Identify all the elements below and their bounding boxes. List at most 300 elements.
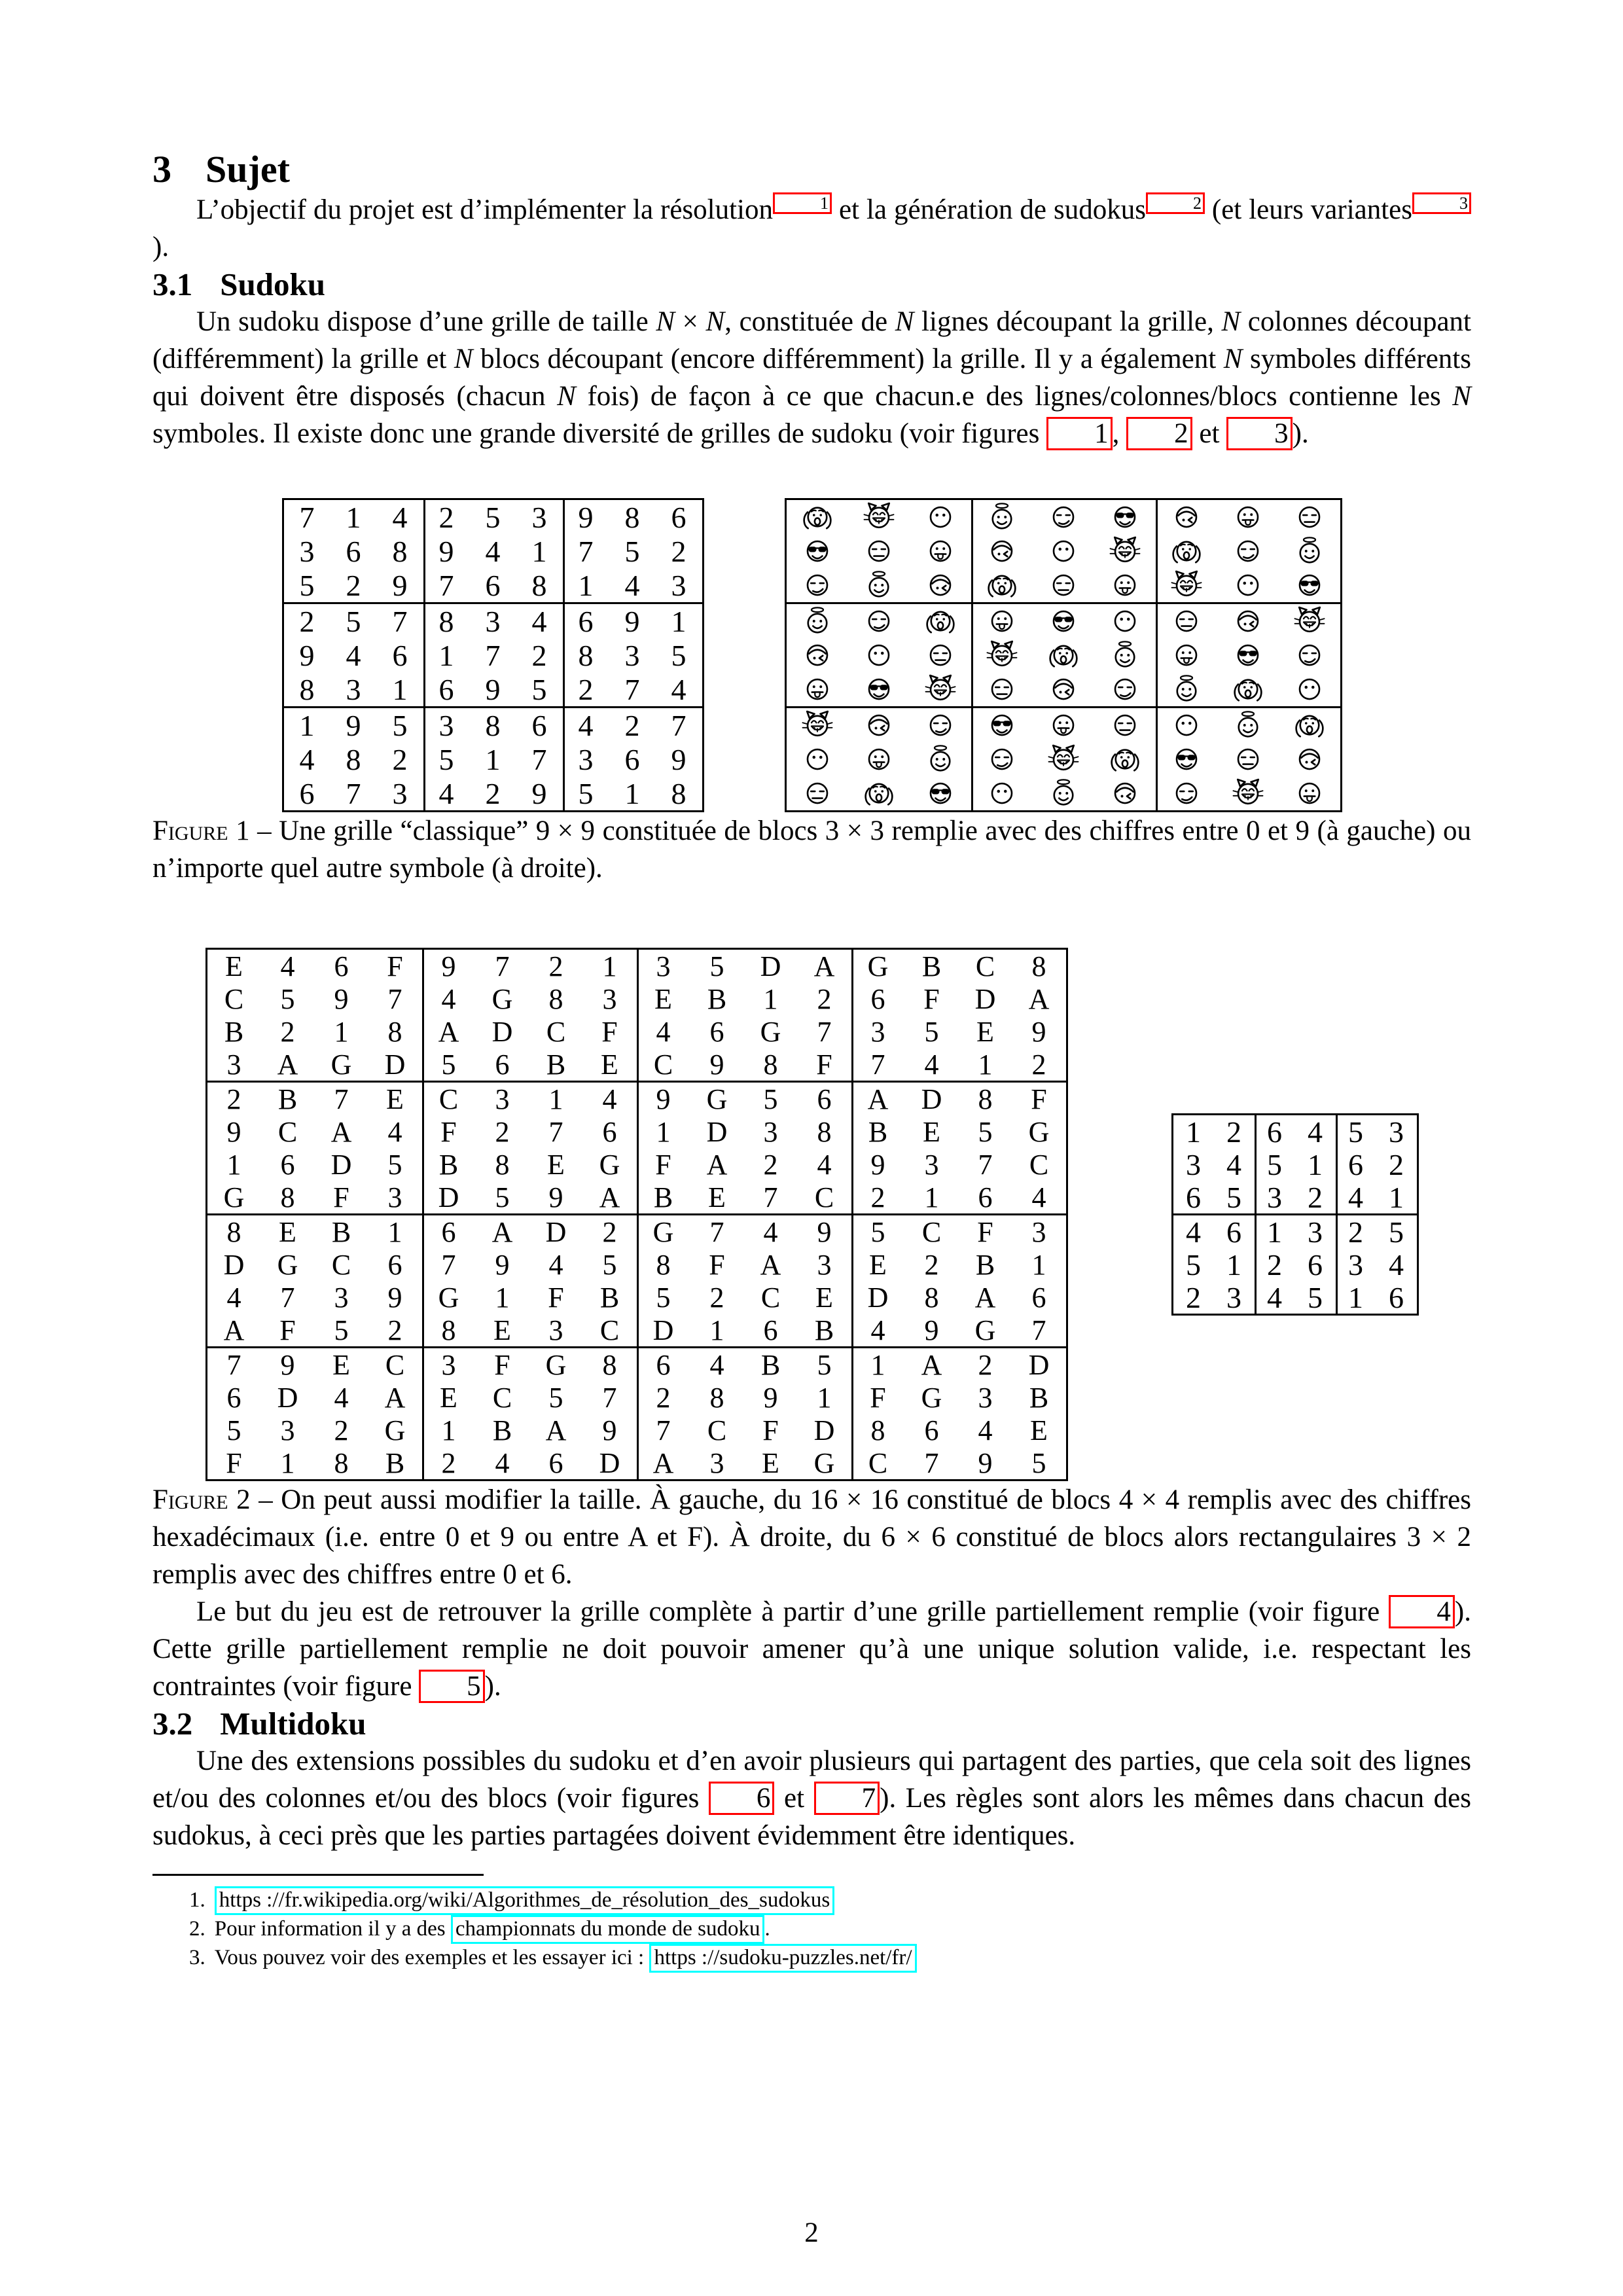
sudoku-cell: G <box>583 1148 639 1181</box>
sudoku-cell: 6 <box>470 568 516 604</box>
sudoku-cell: 7 <box>299 500 315 534</box>
sudoku-cell: 3 <box>207 1048 261 1083</box>
math-variable: N <box>1223 344 1243 374</box>
url-link[interactable]: championnats du monde de sudoku <box>451 1915 765 1944</box>
sudoku-cell: G <box>491 982 513 1015</box>
sudoku-cell: 7 <box>377 604 425 638</box>
sudoku-cell: 8 <box>656 1248 671 1281</box>
sudoku-cell: 5 <box>377 708 425 742</box>
sudoku-cell: 3 <box>924 1148 939 1181</box>
figure-ref-link[interactable]: 4 <box>1389 1595 1455 1628</box>
sudoku-cell: 9 <box>226 1115 241 1148</box>
halo-face-icon <box>1232 709 1264 741</box>
sudoku-cell: 1 <box>656 1115 671 1148</box>
sudoku-cell <box>910 776 973 810</box>
smirk-face-icon <box>1109 673 1141 705</box>
sudoku-cell: 2 <box>671 534 687 568</box>
sudoku-cell: B <box>760 1348 781 1381</box>
sudoku-cell <box>1033 568 1094 604</box>
sudoku-cell: 9 <box>377 568 425 604</box>
sudoku-cell: 8 <box>368 1015 424 1048</box>
footnote-text: Vous pouvez voir des exemples et les essayer ici : https ://sudoku-puzzles.net/fr/ <box>215 1946 917 1969</box>
sudoku-cell <box>1279 708 1340 742</box>
halo-face-icon <box>863 569 895 601</box>
sudoku-cell: F <box>923 982 940 1015</box>
sudoku-cell <box>1279 638 1340 672</box>
expressionless-face-icon <box>1048 569 1079 601</box>
sudoku-cell: D <box>974 982 996 1015</box>
sudoku-cell: 2 <box>485 776 501 810</box>
sunglasses-face-icon <box>986 709 1018 741</box>
sudoku-cell: 8 <box>578 638 594 672</box>
sudoku-cell <box>1279 500 1340 534</box>
sudoku-cell: 8 <box>583 1348 639 1381</box>
grinning-cat-face-icon <box>986 639 1018 671</box>
sudoku-cell <box>848 672 910 708</box>
sudoku-cell: 3 <box>1389 1115 1404 1149</box>
sudoku-cell: 1 <box>548 1083 563 1115</box>
sudoku-cell <box>787 638 848 672</box>
sudoku-cell: 1 <box>516 534 565 568</box>
sudoku-cell: 2 <box>1012 1048 1066 1083</box>
sudoku-cell: 8 <box>548 982 563 1015</box>
sudoku-cell: 6 <box>1389 1280 1404 1314</box>
tongue-face-icon <box>986 605 1018 637</box>
caption-label: Figure <box>152 816 228 846</box>
wink-face-icon <box>986 535 1018 567</box>
sudoku-cell: D <box>1028 1348 1050 1381</box>
sudoku-cell <box>787 534 848 568</box>
sudoku-cell: 6 <box>1214 1215 1257 1248</box>
sudoku-cell <box>971 776 1033 810</box>
sudoku-cell: 6 <box>1031 1281 1046 1314</box>
sudoku-cell: G <box>921 1381 942 1414</box>
sudoku-cell: B <box>224 1015 244 1048</box>
scream-face-icon <box>1294 709 1325 741</box>
sudoku-cell: 8 <box>671 776 687 810</box>
math-variable: N <box>895 306 914 337</box>
sudoku-cell: E <box>476 1314 529 1348</box>
sudoku-cell: C <box>331 1248 351 1281</box>
sudoku-cell: 8 <box>346 742 361 776</box>
footnote-number: 1. <box>189 1888 205 1912</box>
sudoku-cell: D <box>867 1281 889 1314</box>
sudoku-cell: G <box>438 1281 459 1314</box>
sudoku-cell <box>1033 500 1094 534</box>
sudoku-cell: 6 <box>1295 1248 1338 1281</box>
sudoku-cell: 2 <box>548 950 563 982</box>
caption-label: Figure <box>152 1484 228 1515</box>
sudoku-cell <box>1033 708 1094 742</box>
sudoku-cell: 3 <box>1295 1215 1338 1248</box>
sudoku-cell <box>971 672 1033 708</box>
sudoku-cell: 8 <box>978 1083 993 1115</box>
sudoku-cell: 2 <box>330 568 377 604</box>
sudoku-cell: 6 <box>548 1446 563 1479</box>
sudoku-cell: 7 <box>346 776 361 810</box>
sudoku-cell: 1 <box>438 638 454 672</box>
sudoku-cell: B <box>707 982 727 1015</box>
sudoku-cell: 6 <box>334 950 349 982</box>
sudoku-cell: A <box>438 1015 459 1048</box>
sudoku-cell: 6 <box>346 534 361 568</box>
sudoku-cell: 4 <box>656 672 702 708</box>
sudoku-cell: E <box>279 1215 296 1248</box>
tongue-face-icon <box>863 744 895 775</box>
sudoku-cell: 5 <box>284 568 330 604</box>
footnotes <box>152 1874 1471 1973</box>
sudoku-cell: 3 <box>763 1115 778 1148</box>
sudoku-cell: 5 <box>368 1148 424 1181</box>
tongue-face-icon <box>925 535 956 567</box>
tongue-face-icon <box>1171 639 1202 671</box>
sudoku-cell: 7 <box>280 1281 295 1314</box>
sudoku-cell: 7 <box>978 1148 993 1181</box>
figure-ref-link[interactable]: 5 <box>419 1670 485 1703</box>
url-link[interactable]: https ://fr.wikipedia.org/wiki/Algorithmes_de_résolution_des_sudokus <box>215 1886 834 1915</box>
sudoku-cell: 4 <box>495 1446 510 1479</box>
sudoku-cell: 6 <box>578 604 594 638</box>
sudoku-cell: F <box>870 1381 886 1414</box>
sudoku-cell: 7 <box>441 1248 456 1281</box>
sudoku-cell: 9 <box>656 1083 671 1115</box>
sudoku-cell: 2 <box>1267 1247 1282 1282</box>
sudoku-cell: 1 <box>905 1181 959 1215</box>
sudoku-cell: D <box>277 1381 298 1414</box>
sudoku-cell: C <box>1029 1148 1049 1181</box>
sudoku-cell: A <box>583 1181 639 1215</box>
sudoku-cell: 9 <box>529 1181 583 1215</box>
sudoku-cell: 8 <box>798 1115 853 1148</box>
sudoku-cell: 6 <box>709 1015 724 1048</box>
sudoku-cell: 4 <box>226 1281 241 1314</box>
sudoku-cell: 7 <box>423 568 470 604</box>
sudoku-cell: 7 <box>583 1381 639 1414</box>
sudoku-cell: 6 <box>280 1148 295 1181</box>
sudoku-cell: C <box>277 1115 298 1148</box>
sudoku-cell: F <box>548 1281 564 1314</box>
sudoku-cell: D <box>921 1083 942 1115</box>
sudoku-cell: 5 <box>315 1314 368 1348</box>
sudoku-cell: B <box>277 1083 298 1115</box>
sudoku-cell <box>848 638 910 672</box>
sudoku-cell: 6 <box>656 1348 671 1381</box>
footnote-1 <box>152 1886 1471 1915</box>
sudoku-paragraph: Un sudoku dispose d’une grille de taille N × N, constituée de N lignes découpant la grille, N colonnes découpant (différemment) la grille et N blocs découpant (encore différemment) la grille. Il y a également N symboles différents qui doivent être disposés (chacun N fois) de façon à ce que chacun.e des lignes/colonnes/blocs contienne les N symboles. Il existe donc une grande diversité de grilles de sudoku (voir figures 1 , 2 et 3 ). <box>152 303 1471 452</box>
smirk-face-icon <box>986 744 1018 775</box>
sudoku-cell: 3 <box>624 638 640 672</box>
sudoku-cell: 2 <box>368 1314 424 1348</box>
grinning-cat-face-icon <box>863 501 895 533</box>
sudoku-cell: 6 <box>423 672 470 708</box>
sudoku-cell: 1 <box>671 604 687 638</box>
sudoku-cell: 6 <box>476 1048 529 1083</box>
no-mouth-face-icon <box>925 501 956 533</box>
sudoku-cell: 2 <box>1186 1280 1201 1314</box>
sudoku-cell <box>1156 776 1217 810</box>
sudoku-cell: B <box>492 1414 512 1446</box>
sudoku-cell: 7 <box>851 1048 905 1083</box>
sudoku-cell <box>1217 604 1279 638</box>
tongue-face-icon <box>1294 778 1325 809</box>
sudoku-cell: 2 <box>516 638 565 672</box>
expressionless-face-icon <box>986 673 1018 705</box>
sudoku-cell: C <box>921 1215 942 1248</box>
sudoku-cell: 2 <box>280 1015 295 1048</box>
sudoku-cell: C <box>707 1414 727 1446</box>
sudoku-cell: 3 <box>299 534 315 568</box>
sudoku-cell: 9 <box>763 1381 778 1414</box>
sudoku-cell <box>1156 500 1217 534</box>
sudoku-cell: 5 <box>346 604 361 638</box>
sunglasses-face-icon <box>925 778 956 809</box>
sudoku-cell <box>1094 568 1158 604</box>
sudoku-cell: 2 <box>495 1115 510 1148</box>
sudoku-cell <box>1033 742 1094 776</box>
sudoku-cell <box>1279 534 1340 568</box>
halo-face-icon <box>1048 778 1079 809</box>
sudoku-cell: 9 <box>870 1148 885 1181</box>
sudoku-cell: 5 <box>1214 1181 1257 1215</box>
grinning-cat-face-icon <box>925 673 956 705</box>
footnote-ref-link[interactable]: 2 <box>1146 192 1205 214</box>
halo-face-icon <box>986 501 1018 533</box>
sudoku-cell: 1 <box>1267 1215 1282 1249</box>
figure-1-caption: Figure 1 – Une grille “classique” 9 × 9 constituée de blocs 3 × 3 remplie avec des chiffres entre 0 et 9 (à gauche) ou n’importe quel autre symbole (à droite). <box>152 816 1471 884</box>
figure-ref-link[interactable]: 1 <box>1046 417 1113 450</box>
footnote-ref-link[interactable]: 3 <box>1412 192 1471 214</box>
sudoku-cell: A <box>545 1414 567 1446</box>
sudoku-cell: F <box>368 950 424 982</box>
sudoku-cell: 3 <box>656 568 702 604</box>
page-number: 2 <box>804 2217 819 2248</box>
sudoku-cell: 9 <box>441 950 456 982</box>
sudoku-cell: A <box>921 1348 942 1381</box>
sudoku-cell: 3 <box>330 672 377 708</box>
sudoku-cell: 2 <box>377 742 425 776</box>
sudoku-cell: 3 <box>1348 1247 1363 1282</box>
sudoku-cell: 3 <box>368 1181 424 1215</box>
sudoku-cell: 3 <box>578 742 594 776</box>
url-link[interactable]: https ://sudoku-puzzles.net/fr/ <box>649 1944 916 1973</box>
sudoku-cell: 3 <box>495 1083 510 1115</box>
tongue-face-icon <box>1109 569 1141 601</box>
sudoku-cell: 4 <box>1214 1148 1257 1181</box>
sudoku-cell <box>1217 708 1279 742</box>
sudoku-cell: 5 <box>1031 1446 1046 1479</box>
wink-face-icon <box>802 639 833 671</box>
section-title: Sujet <box>205 148 290 190</box>
sudoku-cell: 6 <box>744 1314 798 1348</box>
sudoku-cell <box>1279 604 1340 638</box>
tongue-face-icon <box>802 673 833 705</box>
sudoku-cell: A <box>207 1314 261 1348</box>
tongue-face-icon <box>1232 501 1264 533</box>
sudoku-cell: 9 <box>1031 1015 1046 1048</box>
sudoku-cell: A <box>706 1148 728 1181</box>
sudoku-cell: 2 <box>441 1446 456 1479</box>
footnote-ref-link[interactable]: 1 <box>773 192 832 214</box>
sudoku-cell: 6 <box>924 1414 939 1446</box>
sudoku-cell: 5 <box>280 982 295 1015</box>
sudoku-cell: D <box>491 1015 513 1048</box>
sudoku-cell: G <box>545 1348 567 1381</box>
sudoku-cell: 1 <box>1214 1248 1257 1281</box>
sudoku-cell: C <box>438 1083 459 1115</box>
sudoku-cell: 1 <box>763 982 778 1015</box>
sudoku-cell: 2 <box>1348 1215 1363 1249</box>
sudoku-cell <box>848 534 910 568</box>
figure-ref-link[interactable]: 2 <box>1126 417 1192 450</box>
sudoku-cell: 7 <box>578 534 594 568</box>
sudoku-cell: 1 <box>1031 1248 1046 1281</box>
sudoku-cell: B <box>1029 1381 1049 1414</box>
sudoku-cell <box>1033 534 1094 568</box>
sudoku-cell: 6 <box>1267 1115 1282 1149</box>
sudoku-cell: C <box>224 982 244 1015</box>
goal-paragraph: Le but du jeu est de retrouver la grille complète à partir d’une grille partiellement remplie (voir figure 4 ). Cette grille partiellement remplie ne doit pouvoir amener qu’à une unique solution valide, i.e. respectant les contraintes (voir figure 5 ). <box>152 1593 1471 1705</box>
sudoku-cell <box>848 604 910 638</box>
figure-ref-link[interactable]: 7 <box>814 1782 880 1815</box>
sudoku-cell: C <box>492 1381 512 1414</box>
sudoku-cell: 4 <box>377 500 425 534</box>
footnote-text <box>215 1888 834 1912</box>
sudoku-cell: 5 <box>671 638 687 672</box>
sudoku-cell: B <box>438 1148 459 1181</box>
sudoku-cell: 2 <box>924 1248 939 1281</box>
sudoku-cell <box>1217 776 1279 810</box>
smirk-face-icon <box>925 709 956 741</box>
sudoku-cell: C <box>546 1015 566 1048</box>
figure-2-6x6-grid <box>1171 1113 1419 1316</box>
sudoku-cell: 2 <box>798 982 853 1015</box>
sudoku-cell <box>848 708 910 742</box>
wink-face-icon <box>925 569 956 601</box>
sudoku-cell: 5 <box>578 776 594 810</box>
sunglasses-face-icon <box>1171 744 1202 775</box>
sudoku-cell <box>1033 672 1094 708</box>
sudoku-cell: 8 <box>870 1414 885 1446</box>
sudoku-cell: 1 <box>346 500 361 534</box>
expressionless-face-icon <box>1171 605 1202 637</box>
halo-face-icon <box>1294 535 1325 567</box>
sudoku-cell: E <box>583 1048 639 1083</box>
sudoku-cell: G <box>368 1414 424 1446</box>
footnote-rule <box>152 1874 484 1876</box>
sudoku-cell: 1 <box>583 950 639 982</box>
sunglasses-face-icon <box>863 673 895 705</box>
sudoku-cell: 9 <box>334 982 349 1015</box>
scream-face-icon <box>863 778 895 809</box>
figure-ref-link[interactable]: 6 <box>709 1782 775 1815</box>
sudoku-cell: 6 <box>377 638 425 672</box>
grinning-cat-face-icon <box>802 709 833 741</box>
sudoku-cell: 1 <box>226 1148 241 1181</box>
subsection-number: 3.1 <box>152 266 193 302</box>
no-mouth-face-icon <box>986 778 1018 809</box>
grinning-cat-face-icon <box>1294 605 1325 637</box>
sudoku-cell: 8 <box>438 604 454 638</box>
figure-ref-link[interactable]: 3 <box>1226 417 1293 450</box>
sudoku-cell: 9 <box>299 638 315 672</box>
sudoku-cell: 6 <box>226 1381 241 1414</box>
sudoku-cell: 4 <box>851 1314 905 1348</box>
sudoku-cell: D <box>422 1181 476 1215</box>
multidoku-paragraph: Une des extensions possibles du sudoku et d’en avoir plusieurs qui partagent des parties, que cela soit des lignes et/ou des colonnes et/ou des blocs (voir figures 6 et 7 ). Les règles sont alors les mêmes dans chacun des sudokus, à ceci près que les parties partagées doivent évidemment être identiques. <box>152 1746 1471 1851</box>
subsection-heading-multidoku <box>152 1705 1471 1742</box>
wink-face-icon <box>863 709 895 741</box>
sudoku-cell: 1 <box>959 1048 1012 1083</box>
sudoku-cell: 5 <box>516 672 565 708</box>
sudoku-cell: 6 <box>516 708 565 742</box>
sudoku-cell: 3 <box>280 1414 295 1446</box>
sudoku-cell: 9 <box>368 1281 424 1314</box>
wink-face-icon <box>1109 778 1141 809</box>
sudoku-cell <box>1217 742 1279 776</box>
sudoku-cell: 2 <box>709 1281 724 1314</box>
sudoku-cell: 2 <box>851 1181 905 1215</box>
scream-face-icon <box>986 569 1018 601</box>
sudoku-cell <box>910 604 973 638</box>
sudoku-cell <box>1094 672 1158 708</box>
sudoku-cell: G <box>798 1446 853 1479</box>
sudoku-cell: 4 <box>578 708 594 742</box>
sudoku-cell: D <box>223 1248 245 1281</box>
sudoku-cell: 1 <box>624 776 640 810</box>
sudoku-cell <box>1156 604 1217 638</box>
sudoku-cell: 2 <box>1389 1147 1404 1181</box>
sudoku-cell: 8 <box>422 1314 476 1348</box>
sudoku-cell: 5 <box>422 1048 476 1083</box>
sudoku-cell <box>910 672 973 708</box>
math-variable: N <box>705 306 725 337</box>
no-mouth-face-icon <box>1232 569 1264 601</box>
sudoku-cell: 4 <box>1389 1247 1404 1282</box>
sudoku-cell <box>1279 672 1340 708</box>
sudoku-cell: 4 <box>1186 1215 1201 1249</box>
no-mouth-face-icon <box>1294 673 1325 705</box>
sudoku-cell: 9 <box>905 1314 959 1348</box>
math-variable: N <box>1221 306 1241 337</box>
intro-paragraph: L’objectif du projet est d’implémenter la résolution $^1$ et la génération de sudokus $^2$ (et leurs variantes $^3$). <box>152 191 1471 266</box>
sudoku-cell: 6 <box>959 1181 1012 1215</box>
subsection-title: Sudoku <box>220 266 326 302</box>
expressionless-face-icon <box>925 639 956 671</box>
sudoku-cell: 6 <box>1348 1147 1363 1181</box>
sudoku-cell: 5 <box>485 500 501 534</box>
sudoku-cell: 3 <box>656 950 671 982</box>
sudoku-cell: 9 <box>583 1414 639 1446</box>
sudoku-cell: 9 <box>516 776 565 810</box>
smirk-face-icon <box>1048 501 1079 533</box>
sudoku-cell: 6 <box>624 742 640 776</box>
sudoku-cell: 3 <box>1255 1181 1295 1215</box>
sudoku-cell <box>1094 604 1158 638</box>
sudoku-cell <box>787 568 848 604</box>
sudoku-cell: 7 <box>495 950 510 982</box>
sudoku-cell: 2 <box>624 708 640 742</box>
section-number: 3 <box>152 148 171 190</box>
expressionless-face-icon <box>1232 744 1264 775</box>
sudoku-cell: 5 <box>798 1348 853 1381</box>
scream-face-icon <box>925 605 956 637</box>
sudoku-cell: A <box>974 1281 996 1314</box>
expressionless-face-icon <box>802 778 833 809</box>
sunglasses-face-icon <box>1294 569 1325 601</box>
sudoku-cell: 1 <box>377 672 425 708</box>
sudoku-cell: 5 <box>709 950 724 982</box>
sunglasses-face-icon <box>1109 501 1141 533</box>
